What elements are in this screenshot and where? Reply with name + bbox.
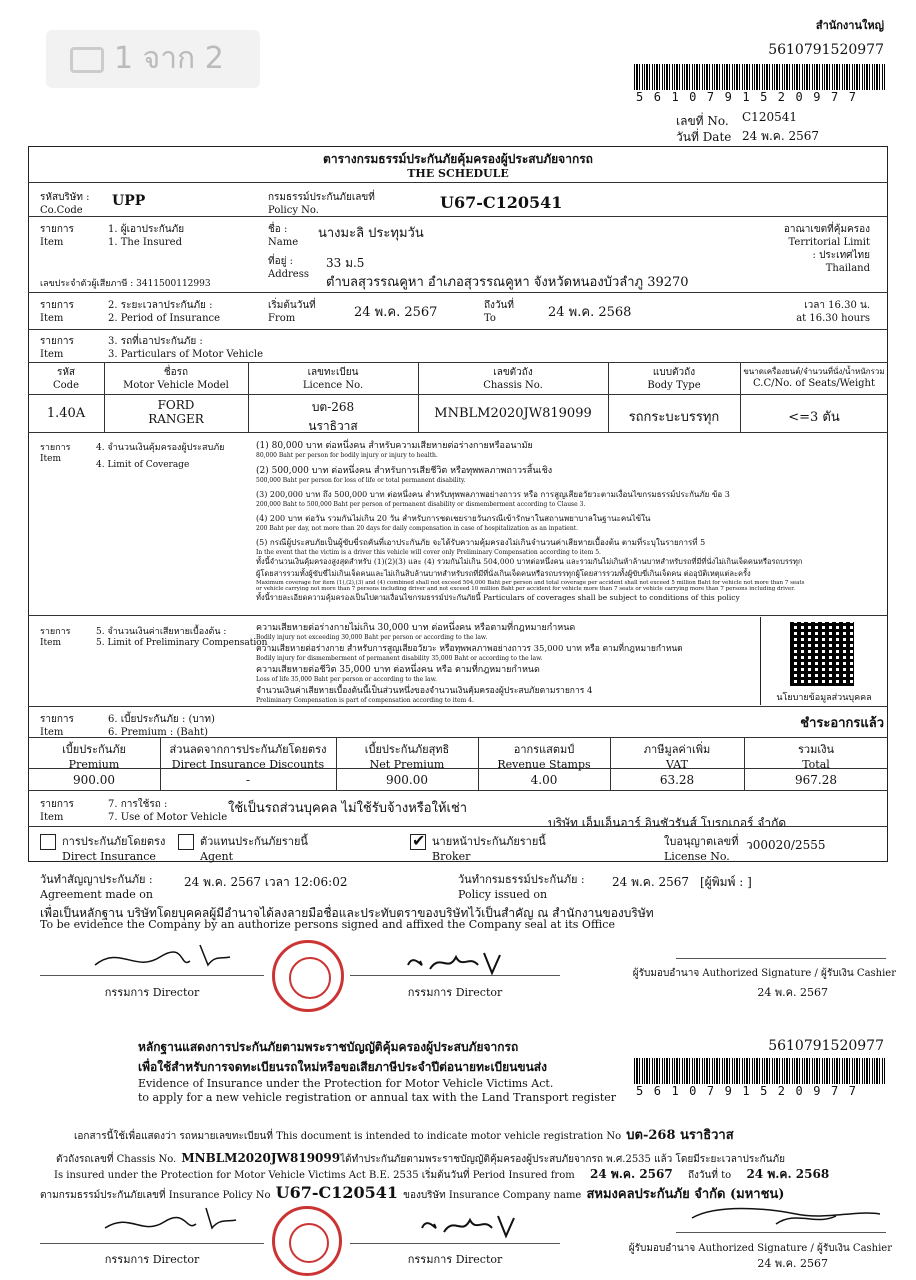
from-label: เริ่มต้นวันที่ From (268, 300, 316, 324)
agreement-value: 24 พ.ค. 2567 เวลา 12:06:02 (184, 875, 348, 889)
broker-checkbox[interactable] (410, 831, 426, 850)
cert-title-2: เพื่อใช้สำหรับการจดทะเบียนรถใหม่หรือขอเสียภาษีประจำปีต่อนายทะเบียนขนส่ง (138, 1060, 547, 1074)
coverage-details: (1) 80,000 บาท ต่อหนึ่งคน สำหรับความเสียหายต่อร่างกายหรืออนามัย 80,000 Baht per person for bodily injury or injury to health. (2) 500,000 บาท ต่อหนึ่งคน สำหรับการเสียชีวิต หรือทุพพลภาพถาวรสิ้นเชิง 500,000 Baht per person for loss of life or total permanent disability. (3) 200,000 บาท ถึง 500,000 บาท ต่อหนึ่งคน สำหรับทุพพลภาพอย่างถาวร หรือ การสูญเสียอวัยวะตามเงื่อนไขกรมธรรม์ประกันภัย ข้อ 3 200,000 Baht to 500,000 Baht per person of permanent disability or dismemberment according to Clause 3. (4) 200 บาท ต่อวัน รวมกันไม่เกิน 20 วัน สำหรับการชดเชยรายวันกรณีเข้ารักษาในสถานพยาบาลในฐานะคนไข้ใน 200 Baht per day, not more than 20 days for daily compensation in case of hospitalization as an inpatient. (5) กรณีผู้ประสบภัยเป็นผู้ขับขี่รถคันที่เอาประกันภัย จะได้รับความคุ้มครองไม่เกินจำนวนค่าเสียหายเบื้องต้น ตามที่ระบุในรายการที่ 5 In the event that the victim is a driver this vehicle will cover only Preliminary Compensation according to item 5. ทั้งนี้จำนวนเงินคุ้มครองสูงสุดสำหรับ (1)(2)(3) และ (4) รวมกันไม่เกิน 504,000 บาทต่อหนึ่งคน และรวมกันไม่เกินห้าล้านบาทสำหรับรถที่มีที่นั่งไม่เกินเจ็ดคนหรือรถบรรทุก ผู้โดยสารรวมทั้งผู้ขับขี่ไม่เกินเจ็ดคนและไม่เกินสิบล้านบาทสำหรับรถที่มีที่นั่งเกินเจ็ดคนหรือรถบรรทุกผู้โดยสารรวมทั้งผู้ขับขี่เกินเจ็ดคน ต่ออุบัติเหตุแต่ละครั้ง Maximum coverage for item (1),(2),(3) and (4) combined shall not exceed 504,000 Baht per person and total coverage per accident shall not exceed 5 million Baht for vehicle not more than 7 seats or vehicle carrying not more than 7 persons including driver and not exceed 10 million Baht per accident for vehicle more than 7 seats or vehicle carrying more than 7 persons including driver. ทั้งนี้รายละเอียดความคุ้มครองเป็นไปตามเงื่อนไขกรมธรรม์ประกันภัยนี้ Particulars of coverages shall be subject to conditions of this policy (256, 441, 805, 602)
col-licence: เลขทะเบียน Licence No. (302, 367, 364, 391)
qr-code[interactable] (790, 622, 854, 686)
authorized-date-1: 24 พ.ค. 2567 (757, 986, 828, 999)
col-model: ชื่อรถ Motor Vehicle Model (123, 367, 229, 391)
license-value: ว00020/2555 (746, 838, 826, 852)
cert-director-signature-1 (100, 1200, 250, 1240)
evidence-en: To be evidence the Company by an authorize persons signed and affixed the Company seal at its Office (40, 918, 615, 931)
insured-name: นางมะลิ ประทุมวัน (318, 226, 424, 241)
insured-label: 1. ผู้เอาประกันภัย 1. The Insured (108, 224, 185, 248)
tax-id: เลขประจำตัวผู้เสียภาษี : 3411500112993 (40, 279, 211, 289)
coverage-label: 4. จำนวนเงินคุ้มครองผู้ประสบภัย 4. Limit of Coverage (96, 443, 225, 470)
col-chassis: เลขตัวถัง Chassis No. (483, 367, 543, 391)
authorized-label-1: ผู้รับมอบอำนาจ Authorized Signature / ผู้รับเงิน Cashier (632, 968, 896, 979)
doc-number: 5610791520977 (768, 42, 884, 58)
prem-val-net: 900.00 (386, 773, 428, 787)
issued-label: วันทำกรมธรรม์ประกันภัย : Policy issued on (458, 873, 585, 901)
vehicle-chassis: MNBLM2020JW819099 (434, 406, 592, 421)
policy-number: U67-C120541 (440, 193, 563, 212)
no-label: เลขที่ No. (676, 114, 729, 128)
item-label-3: รายการ Item (40, 336, 74, 360)
check-icon: ✔ (412, 831, 426, 850)
vehicle-code: 1.40A (46, 406, 86, 421)
cert-company-seal (272, 1206, 342, 1276)
vehicle-label: 3. รถที่เอาประกันภัย : 3. Particulars of Motor Vehicle (108, 336, 263, 360)
director-signature-1 (90, 935, 250, 975)
item-label-5: รายการ Item (40, 627, 71, 648)
printed-by: [ผู้พิมพ์ : ] (700, 875, 752, 889)
direct-insurance-label: การประกันภัยโดยตรง Direct Insurance (62, 835, 166, 863)
prem-val-total: 967.28 (795, 773, 837, 787)
cert-doc-number: 5610791520977 (768, 1038, 884, 1054)
cert-authorized-label: ผู้รับมอบอำนาจ Authorized Signature / ผู้รับเงิน Cashier (628, 1243, 892, 1254)
prelim-label: 5. จำนวนเงินค่าเสียหายเบื้องต้น : 5. Limit of Preliminary Compensation (96, 627, 268, 648)
prem-col-stamps: อากรแสตมป์ Revenue Stamps (497, 743, 591, 771)
item-label-7: รายการ Item (40, 799, 74, 823)
office-label: สำนักงานใหญ่ (815, 19, 884, 32)
license-label: ใบอนุญาตเลขที่ License No. (664, 835, 739, 863)
director-label-1: กรรมการ Director (104, 986, 200, 999)
cert-title-en-1: Evidence of Insurance under the Protection for Motor Vehicle Victims Act. (138, 1077, 554, 1090)
cert-barcode-digits: 5610791520977 (636, 1084, 867, 1098)
to-label: ถึงวันที่ To (484, 300, 514, 324)
qr-caption: นโยบายข้อมูลส่วนบุคคล (776, 693, 872, 703)
cert-director-label-2: กรรมการ Director (407, 1253, 503, 1266)
prem-val-discount: - (245, 773, 251, 787)
policy-label: กรมธรรม์ประกันภัยเลขที่ Policy No. (268, 192, 375, 216)
agreement-label: วันทำสัญญาประกันภัย : Agreement made on (40, 873, 153, 901)
company-code-label: รหัสบริษัท : Co.Code (40, 192, 90, 216)
cert-line-2: ตัวถังรถเลขที่ Chassis No. MNBLM2020JW819099ได้ทำประกันภัยตามพระราชบัญญัติคุ้มครองผู้ประสบภัยจากรถ พ.ศ.2535 แล้ว โดยมีระยะเวลาประกันภัย (56, 1151, 785, 1165)
address-line1: 33 ม.5 (326, 256, 365, 270)
agent-checkbox[interactable] (178, 834, 194, 850)
cert-title-en-2: to apply for a new vehicle registration or annual tax with the Land Transport register (138, 1091, 617, 1104)
prem-val-vat: 63.28 (659, 773, 695, 787)
use-label: 7. การใช้รถ : 7. Use of Motor Vehicle (108, 799, 228, 823)
premium-label: 6. เบี้ยประกันภัย : (บาท) 6. Premium : (Baht) (108, 714, 215, 738)
col-body: แบบตัวถัง Body Type (647, 367, 701, 391)
evidence-th: เพื่อเป็นหลักฐาน บริษัทโดยบุคคลผู้มีอำนาจได้ลงลายมือชื่อและประทับตราของบริษัทไว้เป็นสำคัญ ณ สำนักงานของบริษัท (40, 906, 654, 920)
page-indicator-text: 1 จาก 2 (114, 41, 224, 76)
agent-label: ตัวแทนประกันภัยรายนี้ Agent (200, 835, 308, 863)
use-value: ใช้เป็นรถส่วนบุคคล ไม่ใช้รับจ้างหรือให้เช่า (228, 801, 468, 816)
cert-director-signature-2 (414, 1208, 524, 1242)
company-seal-1 (272, 940, 344, 1012)
director-label-2: กรรมการ Director (407, 986, 503, 999)
address-label: ที่อยู่ : Address (268, 256, 309, 280)
no-value: C120541 (742, 110, 797, 124)
stamp-paid: ชำระอากรแล้ว (800, 716, 884, 731)
prem-val-premium: 900.00 (73, 773, 115, 787)
schedule-title-en: THE SCHEDULE (407, 167, 509, 180)
prem-col-vat: ภาษีมูลค่าเพิ่ม VAT (643, 743, 711, 771)
prelim-details: ความเสียหายต่อร่างกายไม่เกิน 30,000 บาท ต่อหนึ่งคน หรือตามที่กฎหมายกำหนด Bodily injury not exceeding 30,000 Baht per person or according to the law. ความเสียหายต่อร่างกาย สำหรับการสูญเสียอวัยวะ หรือทุพพลภาพอย่างถาวร 35,000 บาท หรือ ตามที่กฎหมายกำหนด Bodily injury for dismemberment of permanent disability 35,000 Baht or according to the law. ความเสียหายต่อชีวิต 35,000 บาท ต่อหนึ่งคน หรือ ตามที่กฎหมายกำหนด Loss of life 35,000 Baht per person or according to the law. จำนวนเงินค่าเสียหายเบื้องต้นนี้เป็นส่วนหนึ่งของจำนวนเงินคุ้มครองผู้ประสบภัยตามรายการ 4 Preliminary Compensation is part of compensation according to item 4. (256, 623, 683, 704)
cert-authorized-signature (686, 1200, 886, 1232)
broker-company: บริษัท เอ็มเอ็นอาร์ อินชัวรันส์ โบรกเกอร์ จำกัด (548, 816, 787, 830)
prem-col-net: เบี้ยประกันภัยสุทธิ Net Premium (364, 743, 450, 771)
barcode (634, 64, 886, 90)
direct-insurance-checkbox[interactable] (40, 834, 56, 850)
cert-director-label-1: กรรมการ Director (104, 1253, 200, 1266)
cert-line-1: เอกสารนี้ใช้เพื่อแสดงว่า รถหมายเลขทะเบียนที่ This document is intended to indicate motor vehicle registration No บต-268 นราธิวาส (74, 1128, 734, 1143)
cert-authorized-date: 24 พ.ค. 2567 (757, 1257, 828, 1270)
cert-title-1: หลักฐานแสดงการประกันภัยตามพระราชบัญญัติคุ้มครองผู้ประสบภัยจากรถ (138, 1040, 519, 1054)
director-signature-2 (400, 943, 510, 979)
prem-col-premium: เบี้ยประกันภัย Premium (62, 743, 126, 771)
period-label: 2. ระยะเวลาประกันภัย : 2. Period of Insurance (108, 300, 221, 324)
vehicle-licence: บต-268 นราธิวาส (308, 400, 358, 433)
name-label: ชื่อ : Name (268, 224, 299, 248)
date-label: วันที่ Date (676, 130, 732, 144)
item-label-4: รายการ Item (40, 443, 71, 464)
page-indicator (46, 30, 260, 88)
col-code: รหัส Code (53, 367, 79, 391)
barcode-digits: 5610791520977 (636, 90, 867, 104)
date-value: 24 พ.ค. 2567 (742, 129, 820, 143)
prem-col-total: รวมเงิน Total (798, 743, 834, 771)
company-code: UPP (112, 193, 146, 209)
item-label-2: รายการ Item (40, 300, 74, 324)
vehicle-model: FORD RANGER (148, 398, 204, 426)
vehicle-spec: <=3 ตัน (788, 410, 840, 425)
item-label-6: รายการ Item (40, 714, 74, 738)
broker-label: นายหน้าประกันภัยรายนี้ Broker (432, 835, 546, 863)
document-icon (70, 47, 104, 73)
territory-label: อาณาเขตที่คุ้มครอง Territorial Limit : ประเทศไทย Thailand (783, 224, 870, 274)
cert-line-3: Is insured under the Protection for Motor Vehicle Victims Act B.E. 2535 เริ่มต้นวันที่ Period Insured from 24 พ.ค. 2567 ถึงวันที่ to 24 พ.ค. 2568 (54, 1167, 830, 1181)
item-label-1: รายการ Item (40, 224, 74, 248)
issued-value: 24 พ.ค. 2567 (612, 875, 690, 889)
cert-barcode (634, 1058, 886, 1084)
schedule-title-th: ตารางกรมธรรม์ประกันภัยคุ้มครองผู้ประสบภัยจากรถ (323, 152, 593, 166)
prem-col-discount: ส่วนลดจากการประกันภัยโดยตรง Direct Insurance Discounts (169, 743, 327, 771)
cert-line-4: ตามกรมธรรม์ประกันภัยเลขที่ Insurance Policy No U67-C120541 ของบริษัท Insurance Company name สหมงคลประกันภัย จำกัด (มหาชน) (40, 1183, 785, 1202)
prem-val-stamps: 4.00 (530, 773, 558, 787)
time-label: เวลา 16.30 น. at 16.30 hours (796, 300, 870, 324)
from-value: 24 พ.ค. 2567 (354, 305, 438, 320)
to-value: 24 พ.ค. 2568 (548, 305, 632, 320)
col-spec: ขนาดเครื่องยนต์/จำนวนที่นั่ง/น้ำหนักรวม C.C/No. of Seats/Weight (743, 367, 885, 389)
address-line2: ตำบลสุวรรณคูหา อำเภอสุวรรณคูหา จังหวัดหนองบัวลำภู 39270 (326, 275, 689, 290)
vehicle-body: รถกระบะบรรทุก (628, 410, 720, 425)
